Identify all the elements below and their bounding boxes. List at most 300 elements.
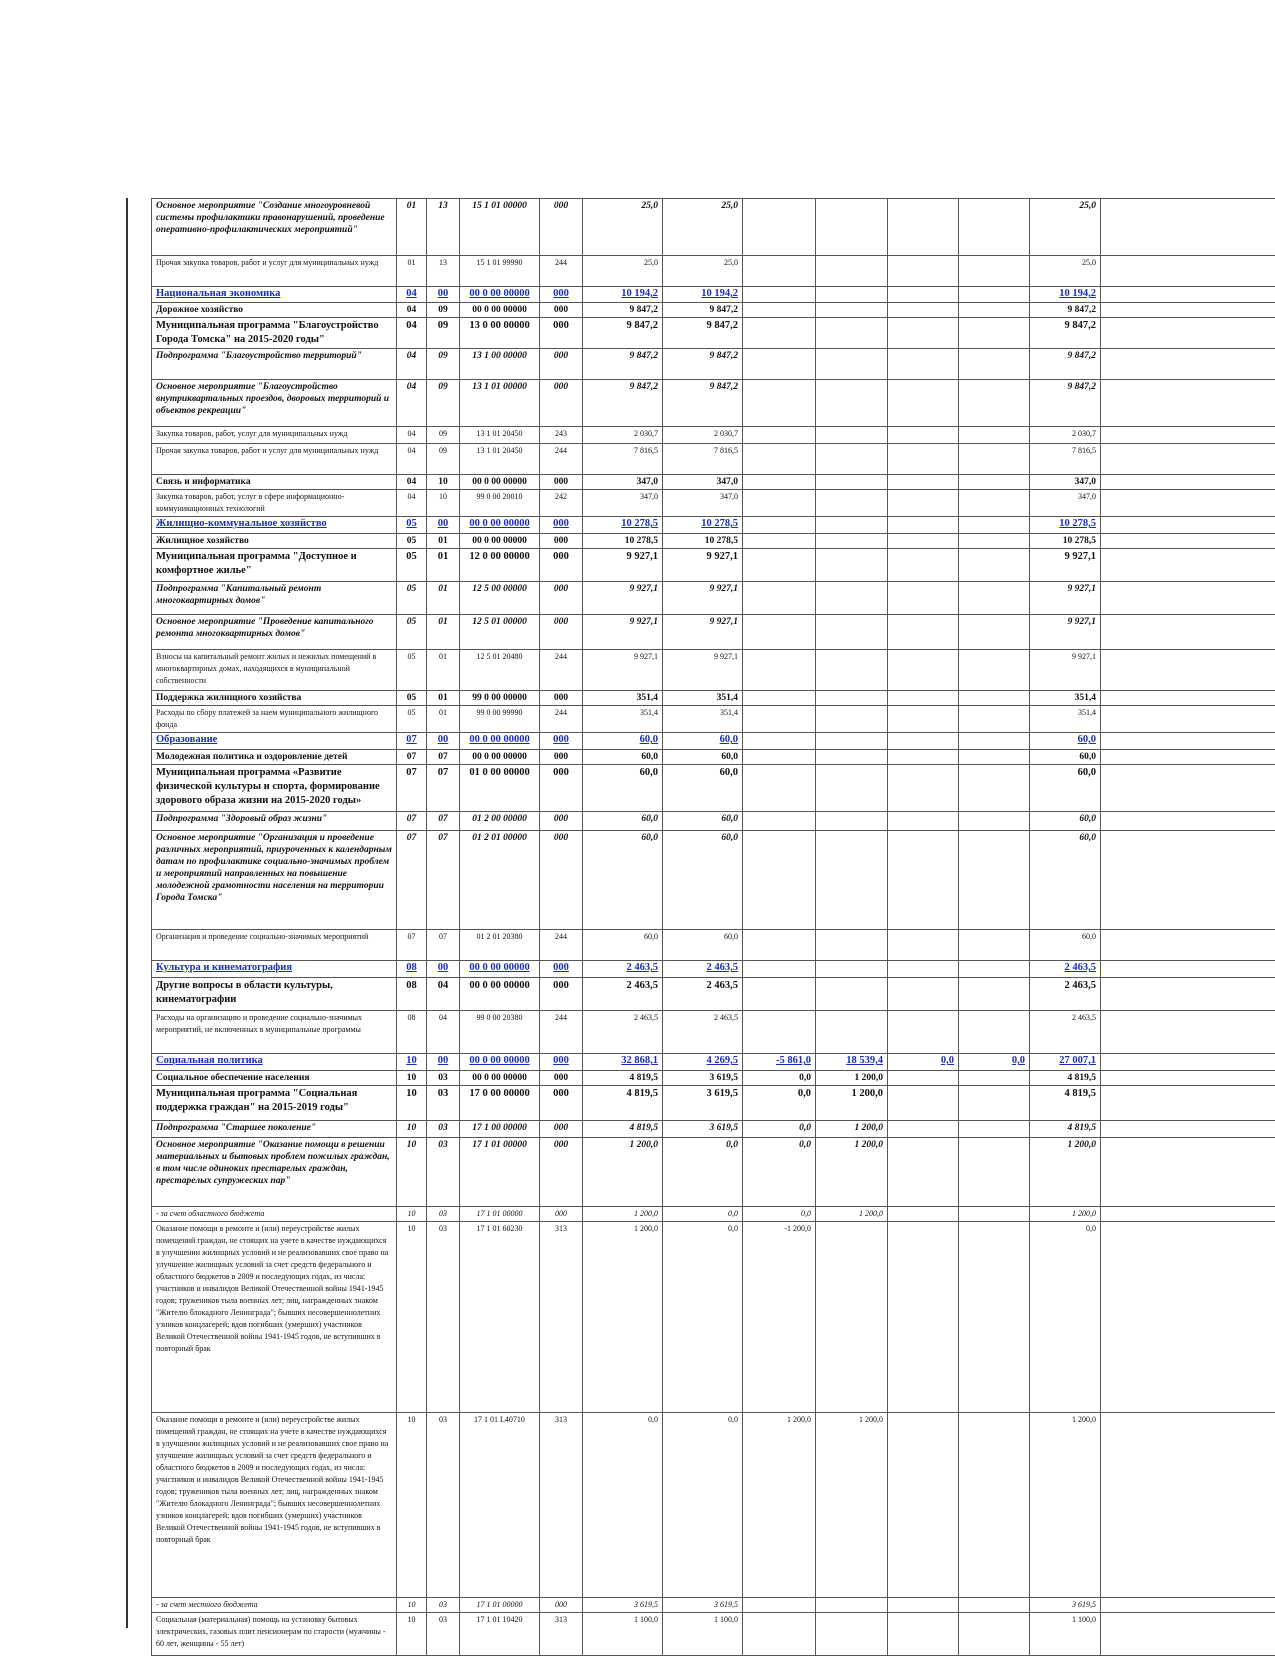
amount-regional [816,930,888,961]
amount-total: 351,4 [1030,691,1101,706]
amount-federal [888,1086,959,1121]
target-article-code: 13 1 01 00000 [460,380,540,427]
amount-approved: 9 927,1 [583,615,663,650]
amount-local: 3 619,5 [663,1071,743,1086]
amount-other [959,750,1030,765]
table-row [152,706,1275,733]
amount-change [743,318,816,349]
row-name: Основное мероприятие "Оказание помощи в решении материальных и бытовых проблем пожилых граждан, в том числе одиноких престарелых граждан, престарелых супружеских пар" [152,1138,397,1207]
amount-change [743,256,816,287]
amount-total: 2 463,5 [1030,978,1101,1011]
amount-change [743,517,816,534]
row-name: Образование [152,733,397,750]
amount-approved: 1 200,0 [583,1222,663,1413]
amount-total: 27 007,1 [1030,1054,1101,1071]
amount-other [959,199,1030,256]
table-row [152,691,1275,706]
amount-regional [816,549,888,582]
amount-federal [888,961,959,978]
amount-local: 0,0 [663,1222,743,1413]
amount-total: 60,0 [1030,733,1101,750]
amount-total: 9 927,1 [1030,582,1101,615]
expense-type-code: 000 [540,1138,583,1207]
empty-cell [1101,1054,1275,1071]
amount-local: 60,0 [663,812,743,831]
amount-approved: 25,0 [583,256,663,287]
amount-change [743,691,816,706]
row-name: - за счет местного бюджета [152,1598,397,1613]
target-article-code: 17 1 01 10420 [460,1613,540,1656]
amount-change: 0,0 [743,1138,816,1207]
subsection-code: 01 [427,549,460,582]
amount-local: 9 847,2 [663,349,743,380]
expense-type-code: 000 [540,1054,583,1071]
amount-regional [816,427,888,444]
row-name: Социальная политика [152,1054,397,1071]
amount-federal [888,199,959,256]
amount-total: 9 847,2 [1030,318,1101,349]
amount-regional [816,318,888,349]
amount-federal [888,1207,959,1222]
amount-federal [888,812,959,831]
amount-total: 1 100,0 [1030,1613,1101,1656]
target-article-code: 13 1 01 20450 [460,427,540,444]
subsection-code: 03 [427,1222,460,1413]
amount-change: -1 200,0 [743,1222,816,1413]
row-name: Основное мероприятие "Организация и проведение различных мероприятий, приуроченных к календарным датам по профилактике социально-значимых проблем и мероприятий направленных на повышение молодежной грамотности населения на территории Города Томска" [152,831,397,930]
empty-cell [1101,691,1275,706]
amount-change [743,349,816,380]
table-row [152,978,1275,1011]
amount-federal [888,978,959,1011]
amount-local: 9 927,1 [663,615,743,650]
target-article-code: 12 0 00 00000 [460,549,540,582]
amount-total: 25,0 [1030,256,1101,287]
row-name: Жилищное хозяйство [152,534,397,549]
subsection-code: 01 [427,691,460,706]
row-name: Организация и проведение социально-значимых мероприятий [152,930,397,961]
empty-cell [1101,961,1275,978]
subsection-code: 04 [427,978,460,1011]
amount-change [743,750,816,765]
subsection-code: 07 [427,930,460,961]
subsection-code: 10 [427,490,460,517]
subsection-code: 09 [427,318,460,349]
amount-local: 0,0 [663,1207,743,1222]
amount-approved: 10 278,5 [583,517,663,534]
expense-type-code: 000 [540,1121,583,1138]
amount-local: 60,0 [663,733,743,750]
row-name: Муниципальная программа "Социальная поддержка граждан" на 2015-2019 годы" [152,1086,397,1121]
empty-cell [1101,1011,1275,1054]
amount-regional [816,615,888,650]
amount-approved: 351,4 [583,706,663,733]
amount-other [959,582,1030,615]
target-article-code: 13 1 00 00000 [460,349,540,380]
subsection-code: 03 [427,1613,460,1656]
amount-local: 60,0 [663,930,743,961]
amount-approved: 351,4 [583,691,663,706]
amount-total: 1 200,0 [1030,1207,1101,1222]
row-name: Закупка товаров, работ, услуг в сфере информационно-коммуникационных технологий [152,490,397,517]
amount-total: 9 927,1 [1030,549,1101,582]
amount-change [743,765,816,812]
empty-cell [1101,1598,1275,1613]
amount-change [743,427,816,444]
amount-other [959,303,1030,318]
target-article-code: 00 0 00 00000 [460,750,540,765]
subsection-code: 13 [427,256,460,287]
amount-approved: 347,0 [583,475,663,490]
row-name: Культура и кинематография [152,961,397,978]
subsection-code: 07 [427,765,460,812]
amount-change: 0,0 [743,1086,816,1121]
amount-local: 9 847,2 [663,318,743,349]
row-name: Расходы на организацию и проведение социально-значимых мероприятий, не включенных в муниципальные программы [152,1011,397,1054]
empty-cell [1101,490,1275,517]
amount-regional [816,490,888,517]
expense-type-code: 000 [540,534,583,549]
empty-cell [1101,1207,1275,1222]
expense-type-code: 244 [540,444,583,475]
subsection-code: 00 [427,1054,460,1071]
expense-type-code: 000 [540,691,583,706]
amount-other [959,831,1030,930]
subsection-code: 03 [427,1121,460,1138]
section-code: 10 [397,1598,427,1613]
row-name: Основное мероприятие "Благоустройство внутриквартальных проездов, дворовых территорий и объектов рекреации" [152,380,397,427]
target-article-code: 12 5 01 20480 [460,650,540,691]
table-row [152,1086,1275,1121]
expense-type-code: 000 [540,549,583,582]
amount-other [959,1613,1030,1656]
amount-change [743,380,816,427]
expense-type-code: 000 [540,582,583,615]
amount-change [743,961,816,978]
target-article-code: 00 0 00 00000 [460,961,540,978]
expense-type-code: 000 [540,1598,583,1613]
table-row [152,1071,1275,1086]
empty-cell [1101,1138,1275,1207]
target-article-code: 00 0 00 00000 [460,534,540,549]
amount-regional [816,534,888,549]
subsection-code: 10 [427,475,460,490]
subsection-code: 03 [427,1071,460,1086]
section-code: 01 [397,256,427,287]
amount-federal [888,1121,959,1138]
table-row [152,444,1275,475]
table-row [152,1598,1275,1613]
amount-regional [816,961,888,978]
amount-total: 9 847,2 [1030,349,1101,380]
amount-approved: 0,0 [583,1413,663,1598]
amount-regional [816,303,888,318]
amount-approved: 2 463,5 [583,978,663,1011]
target-article-code: 00 0 00 00000 [460,517,540,534]
amount-change [743,615,816,650]
subsection-code: 09 [427,303,460,318]
empty-cell [1101,650,1275,691]
row-name: Другие вопросы в области культуры, кинематографии [152,978,397,1011]
amount-other [959,733,1030,750]
amount-federal [888,1598,959,1613]
amount-total: 10 278,5 [1030,534,1101,549]
table-row [152,490,1275,517]
amount-local: 25,0 [663,199,743,256]
amount-federal [888,765,959,812]
expense-type-code: 000 [540,380,583,427]
amount-other: 0,0 [959,1054,1030,1071]
empty-cell [1101,517,1275,534]
table-row [152,1207,1275,1222]
expense-type-code: 244 [540,1011,583,1054]
target-article-code: 00 0 00 00000 [460,475,540,490]
amount-approved: 4 819,5 [583,1071,663,1086]
amount-local: 60,0 [663,750,743,765]
subsection-code: 07 [427,812,460,831]
amount-change [743,733,816,750]
amount-federal [888,549,959,582]
amount-other [959,765,1030,812]
amount-regional [816,750,888,765]
subsection-code: 00 [427,517,460,534]
amount-local: 347,0 [663,475,743,490]
target-article-code: 00 0 00 00000 [460,303,540,318]
expense-type-code: 000 [540,318,583,349]
table-row [152,287,1275,303]
amount-local: 1 100,0 [663,1613,743,1656]
amount-local: 60,0 [663,831,743,930]
amount-regional [816,1222,888,1413]
empty-cell [1101,318,1275,349]
row-name: Подпрограмма "Старшее поколение" [152,1121,397,1138]
amount-other [959,318,1030,349]
amount-regional: 18 539,4 [816,1054,888,1071]
target-article-code: 01 2 01 20380 [460,930,540,961]
amount-local: 2 463,5 [663,961,743,978]
subsection-code: 09 [427,427,460,444]
target-article-code: 17 1 01 L40710 [460,1413,540,1598]
target-article-code: 00 0 00 00000 [460,1054,540,1071]
row-name: Прочая закупка товаров, работ и услуг для муниципальных нужд [152,444,397,475]
expense-type-code: 244 [540,650,583,691]
empty-cell [1101,256,1275,287]
amount-total: 7 816,5 [1030,444,1101,475]
section-code: 05 [397,534,427,549]
empty-cell [1101,303,1275,318]
amount-total: 1 200,0 [1030,1413,1101,1598]
amount-federal [888,517,959,534]
amount-federal [888,831,959,930]
section-code: 10 [397,1222,427,1413]
amount-regional: 1 200,0 [816,1086,888,1121]
expense-type-code: 243 [540,427,583,444]
amount-approved: 60,0 [583,750,663,765]
section-code: 08 [397,978,427,1011]
table-row [152,812,1275,831]
amount-regional [816,287,888,303]
amount-change: 0,0 [743,1071,816,1086]
row-name: - за счет областного бюджета [152,1207,397,1222]
amount-total: 0,0 [1030,1222,1101,1413]
empty-cell [1101,1121,1275,1138]
section-code: 04 [397,349,427,380]
table-row [152,427,1275,444]
amount-change [743,490,816,517]
empty-cell [1101,549,1275,582]
row-name: Дорожное хозяйство [152,303,397,318]
amount-regional: 1 200,0 [816,1121,888,1138]
table-row [152,1054,1275,1071]
amount-total: 347,0 [1030,490,1101,517]
amount-change: 0,0 [743,1121,816,1138]
row-name: Жилищно-коммунальное хозяйство [152,517,397,534]
amount-federal [888,475,959,490]
section-code: 04 [397,490,427,517]
amount-regional [816,1613,888,1656]
subsection-code: 03 [427,1207,460,1222]
amount-regional [816,349,888,380]
subsection-code: 09 [427,380,460,427]
table-row [152,475,1275,490]
amount-total: 10 194,2 [1030,287,1101,303]
amount-federal [888,750,959,765]
amount-federal [888,256,959,287]
subsection-code: 01 [427,615,460,650]
amount-total: 9 847,2 [1030,303,1101,318]
amount-federal [888,1138,959,1207]
amount-federal [888,1222,959,1413]
amount-approved: 347,0 [583,490,663,517]
row-name: Социальное обеспечение населения [152,1071,397,1086]
expense-type-code: 244 [540,706,583,733]
amount-approved: 9 927,1 [583,549,663,582]
section-code: 07 [397,733,427,750]
amount-change: 0,0 [743,1207,816,1222]
amount-regional [816,475,888,490]
amount-federal [888,287,959,303]
amount-other [959,349,1030,380]
amount-approved: 60,0 [583,930,663,961]
amount-local: 9 927,1 [663,582,743,615]
amount-other [959,691,1030,706]
table-row [152,831,1275,930]
section-code: 04 [397,287,427,303]
amount-approved: 9 847,2 [583,380,663,427]
amount-regional: 1 200,0 [816,1207,888,1222]
target-article-code: 99 0 00 20380 [460,1011,540,1054]
amount-change [743,1011,816,1054]
table-row [152,199,1275,256]
amount-other [959,1598,1030,1613]
amount-total: 60,0 [1030,930,1101,961]
section-code: 04 [397,427,427,444]
target-article-code: 12 5 01 00000 [460,615,540,650]
subsection-code: 09 [427,349,460,380]
amount-federal [888,1413,959,1598]
target-article-code: 00 0 00 00000 [460,287,540,303]
target-article-code: 12 5 00 00000 [460,582,540,615]
amount-other [959,549,1030,582]
amount-regional [816,1011,888,1054]
section-code: 07 [397,765,427,812]
target-article-code: 99 0 00 99990 [460,706,540,733]
budget-table-body [152,199,1275,1656]
subsection-code: 01 [427,650,460,691]
amount-federal [888,1071,959,1086]
amount-change [743,199,816,256]
amount-other [959,256,1030,287]
table-row [152,1011,1275,1054]
amount-change [743,475,816,490]
amount-approved: 60,0 [583,812,663,831]
section-code: 05 [397,615,427,650]
expense-type-code: 000 [540,199,583,256]
subsection-code: 04 [427,1011,460,1054]
amount-approved: 9 927,1 [583,582,663,615]
amount-federal [888,615,959,650]
amount-regional [816,444,888,475]
amount-change [743,287,816,303]
table-row [152,733,1275,750]
empty-cell [1101,287,1275,303]
table-row [152,349,1275,380]
table-row [152,1413,1275,1598]
amount-other [959,475,1030,490]
expense-type-code: 000 [540,1207,583,1222]
amount-local: 0,0 [663,1138,743,1207]
amount-total: 2 463,5 [1030,961,1101,978]
amount-other [959,1086,1030,1121]
table-row [152,1613,1275,1656]
empty-cell [1101,1086,1275,1121]
amount-federal [888,318,959,349]
amount-total: 9 927,1 [1030,615,1101,650]
amount-change [743,831,816,930]
empty-cell [1101,199,1275,256]
amount-regional [816,1598,888,1613]
amount-regional [816,650,888,691]
expense-type-code: 000 [540,831,583,930]
section-code: 01 [397,199,427,256]
amount-regional [816,582,888,615]
row-name: Муниципальная программа «Развитие физической культуры и спорта, формирование здорового образа жизни на 2015-2020 годы» [152,765,397,812]
amount-approved: 32 868,1 [583,1054,663,1071]
section-code: 05 [397,691,427,706]
amount-other [959,961,1030,978]
section-code: 10 [397,1121,427,1138]
empty-cell [1101,582,1275,615]
amount-federal [888,706,959,733]
amount-change [743,1613,816,1656]
amount-change [743,534,816,549]
expense-type-code: 000 [540,750,583,765]
amount-local: 3 619,5 [663,1086,743,1121]
empty-cell [1101,349,1275,380]
amount-change [743,549,816,582]
expense-type-code: 313 [540,1222,583,1413]
amount-total: 347,0 [1030,475,1101,490]
amount-federal [888,930,959,961]
target-article-code: 00 0 00 00000 [460,1071,540,1086]
row-name: Закупка товаров, работ, услуг для муниципальных нужд [152,427,397,444]
amount-local: 9 847,2 [663,380,743,427]
row-name: Основное мероприятие "Проведение капитального ремонта многоквартирных домов" [152,615,397,650]
amount-other [959,650,1030,691]
section-code: 04 [397,444,427,475]
amount-federal [888,1011,959,1054]
amount-other [959,490,1030,517]
